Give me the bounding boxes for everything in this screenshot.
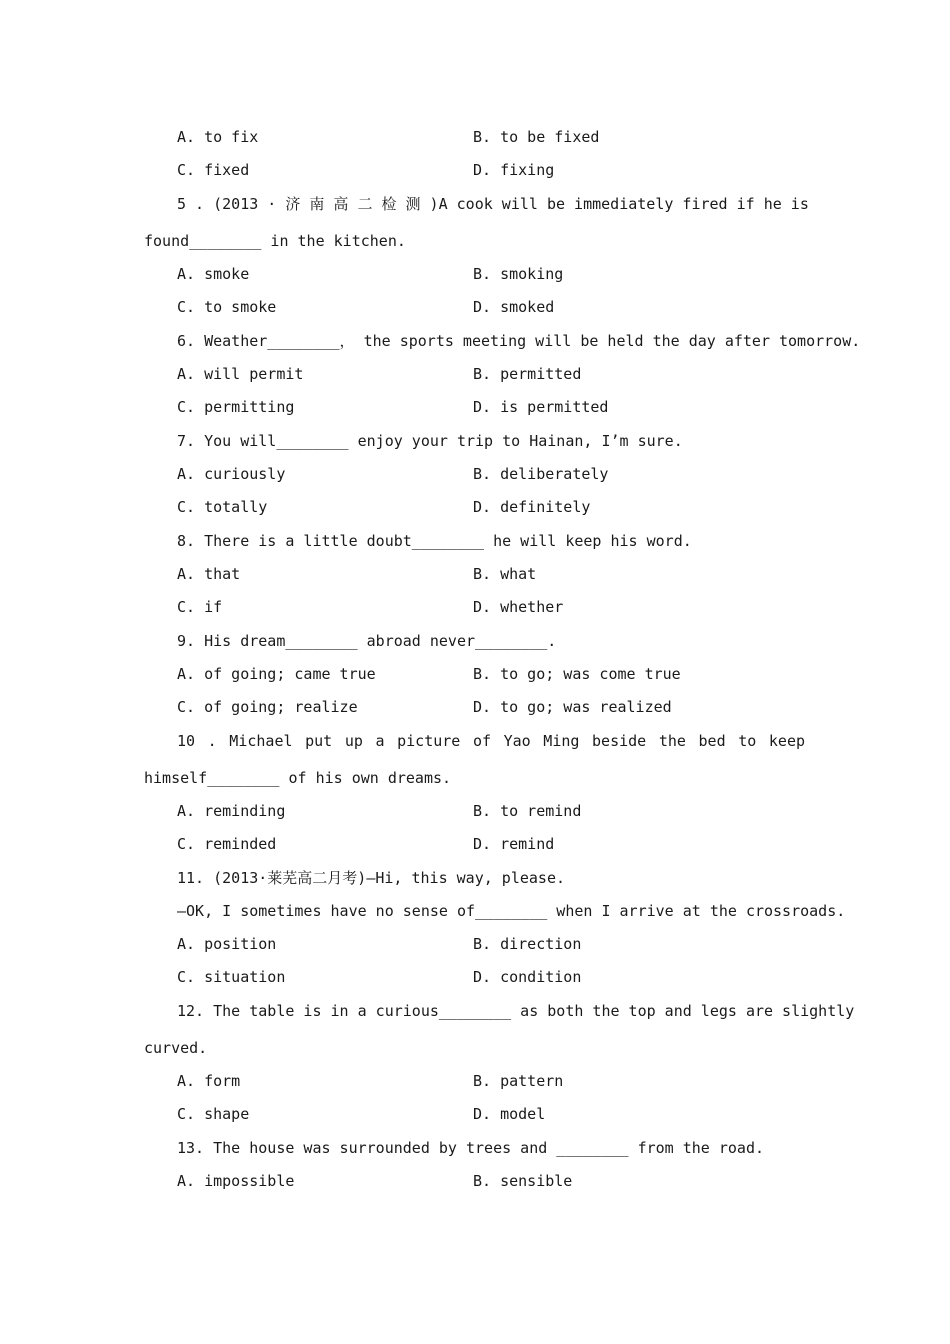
q12-option-d: D. model <box>473 1105 546 1123</box>
q9-option-b: B. to go; was come true <box>473 665 681 683</box>
q10-option-d: D. remind <box>473 835 555 853</box>
q13-question: 13. The house was surrounded by trees and ________ from the road. <box>177 1139 764 1157</box>
q9-option-d: D. to go; was realized <box>473 698 672 716</box>
q7-option-b: B. deliberately <box>473 465 609 483</box>
q12-question-line2: curved. <box>144 1039 208 1057</box>
q7-option-d: D. definitely <box>473 498 591 516</box>
q8-question: 8. There is a little doubt________ he will keep his word. <box>177 532 692 550</box>
q7-question: 7. You will________ enjoy your trip to Hainan, I’m sure. <box>177 432 683 450</box>
q7-option-a: A. curiously <box>177 465 286 483</box>
q5-option-d: D. smoked <box>473 298 555 316</box>
q5-option-b: B. smoking <box>473 265 564 283</box>
q12-option-c: C. shape <box>177 1105 250 1123</box>
q4-option-a: A. to fix <box>177 128 259 146</box>
q8-option-c: C. if <box>177 598 223 616</box>
q12-option-b: B. pattern <box>473 1072 564 1090</box>
q6-option-b: B. permitted <box>473 365 582 383</box>
q6-option-a: A. will permit <box>177 365 304 383</box>
q13-option-a: A. impossible <box>177 1172 295 1190</box>
q5-question-line1: 5 . (2013 · 济 南 高 二 检 测 )A cook will be immediately fired if he is <box>177 195 809 213</box>
q10-option-b: B. to remind <box>473 802 582 820</box>
q11-option-c: C. situation <box>177 968 286 986</box>
q10-option-c: C. reminded <box>177 835 277 853</box>
q8-option-d: D. whether <box>473 598 564 616</box>
q13-option-b: B. sensible <box>473 1172 573 1190</box>
q11-option-d: D. condition <box>473 968 582 986</box>
q9-question: 9. His dream________ abroad never________. <box>177 632 557 650</box>
q7-option-c: C. totally <box>177 498 268 516</box>
q9-option-a: A. of going; came true <box>177 665 376 683</box>
q8-option-b: B. what <box>473 565 537 583</box>
q10-question-line1: 10 . Michael put up a picture of Yao Ming beside the bed to keep <box>177 732 805 750</box>
q6-question: 6. Weather________， the sports meeting will be held the day after tomorrow. <box>177 332 861 350</box>
q11-option-a: A. position <box>177 935 277 953</box>
q4-option-b: B. to be fixed <box>473 128 600 146</box>
q8-option-a: A. that <box>177 565 241 583</box>
q12-question-line1: 12. The table is in a curious________ as both the top and legs are slightly <box>177 1002 855 1020</box>
q6-option-c: C. permitting <box>177 398 295 416</box>
q10-option-a: A. reminding <box>177 802 286 820</box>
q12-option-a: A. form <box>177 1072 241 1090</box>
q11-option-b: B. direction <box>473 935 582 953</box>
q4-option-c: C. fixed <box>177 161 250 179</box>
q11-question-line2: —OK, I sometimes have no sense of________ when I arrive at the crossroads. <box>177 902 846 920</box>
q11-question-line1: 11. (2013·莱芜高二月考)—Hi, this way, please. <box>177 869 566 887</box>
q4-option-d: D. fixing <box>473 161 555 179</box>
q5-option-a: A. smoke <box>177 265 250 283</box>
q5-question-line2: found________ in the kitchen. <box>144 232 406 250</box>
q6-option-d: D. is permitted <box>473 398 609 416</box>
q5-option-c: C. to smoke <box>177 298 277 316</box>
q9-option-c: C. of going; realize <box>177 698 358 716</box>
q10-question-line2: himself________ of his own dreams. <box>144 769 452 787</box>
